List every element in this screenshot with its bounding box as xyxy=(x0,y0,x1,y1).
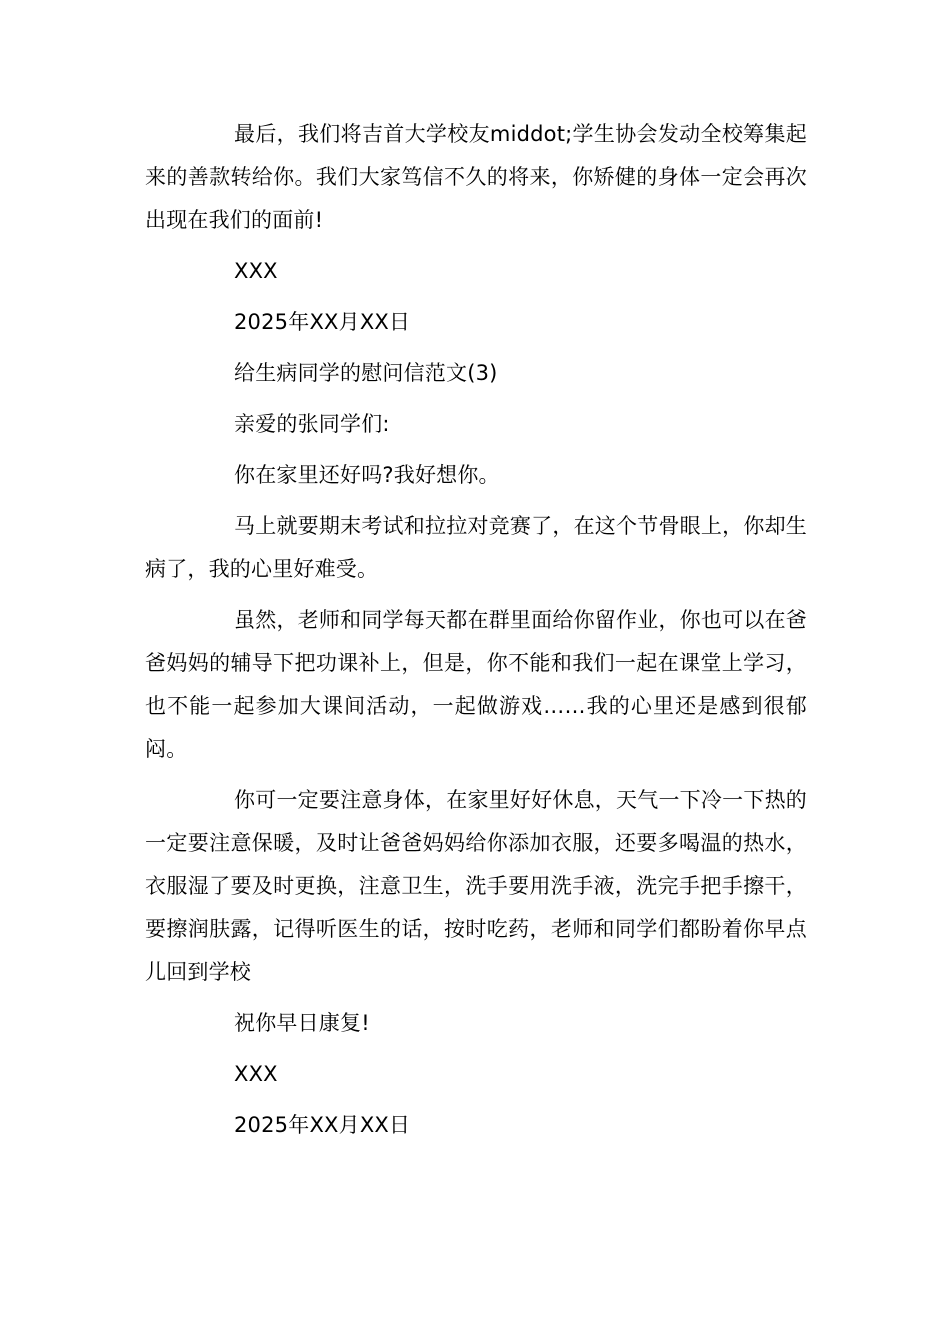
paragraph-closing-donation: 最后，我们将吉首大学校友middot;学生协会发动全校筹集起来的善款转给你。我们大家笃信不久的将来，你矫健的身体一定会再次出现在我们的面前! xyxy=(145,122,807,232)
document-page xyxy=(145,113,807,1147)
section-title: 给生病同学的慰问信范文(3) xyxy=(234,361,498,385)
closing-wish: 祝你早日康复! xyxy=(234,1011,370,1035)
salutation: 亲爱的张同学们: xyxy=(234,412,390,436)
signature-name-2: XXX xyxy=(234,1062,278,1086)
paragraph-exam: 马上就要期末考试和拉拉对竞赛了，在这个节骨眼上，你却生病了，我的心里好难受。 xyxy=(145,514,807,581)
paragraph-homework: 虽然，老师和同学每天都在群里面给你留作业，你也可以在爸爸妈妈的辅导下把功课补上，但是，你不能和我们一起在课堂上学习，也不能一起参加大课间活动，一起做游戏……我的心里还是感到很郁闷。 xyxy=(145,608,807,761)
signature-name: XXX xyxy=(234,259,278,283)
paragraph-greeting: 你在家里还好吗?我好想你。 xyxy=(234,463,500,487)
paragraph-health-advice: 你可一定要注意身体，在家里好好休息，天气一下冷一下热的一定要注意保暖，及时让爸爸妈妈给你添加衣服，还要多喝温的热水，衣服湿了要及时更换，注意卫生，洗手要用洗手液，洗完手把手擦干，要擦润肤露，记得听医生的话，按时吃药，老师和同学们都盼着你早点儿回到学校 xyxy=(145,788,807,984)
signature-date-2: 2025年XX月XX日 xyxy=(234,1113,411,1137)
signature-date: 2025年XX月XX日 xyxy=(234,310,411,334)
